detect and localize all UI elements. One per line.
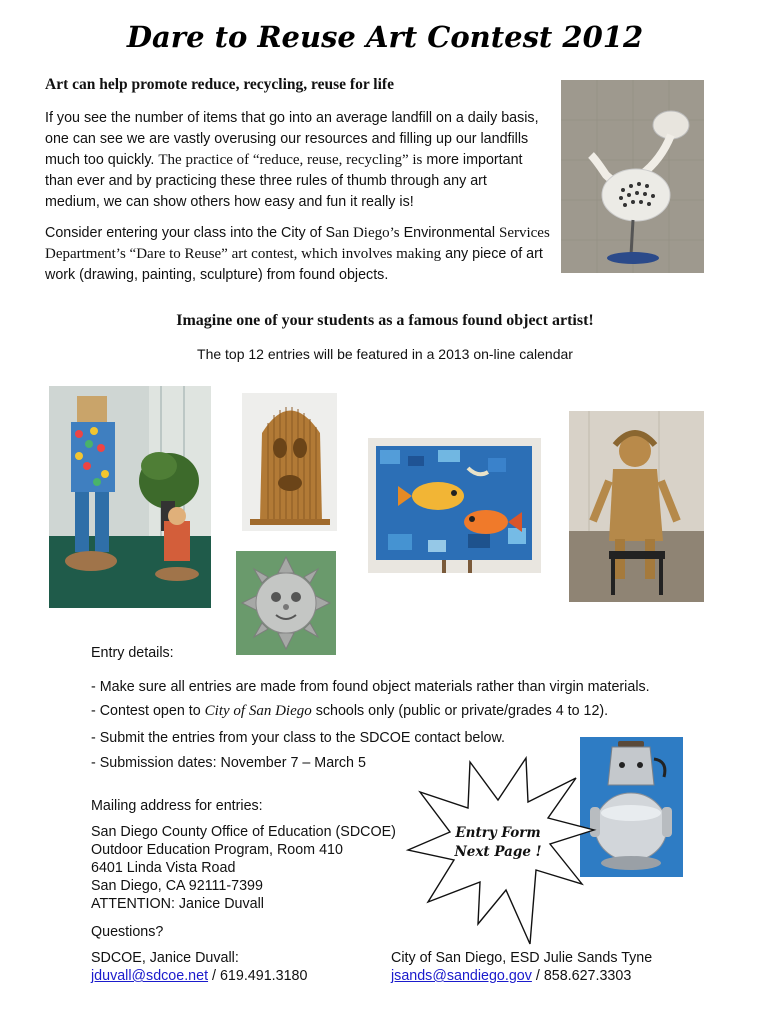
consider-text-3: Environmental xyxy=(399,225,499,241)
city-email-link[interactable]: jsands@sandiego.gov xyxy=(391,968,532,984)
subheading: Art can help promote reduce, recycling, reuse for life xyxy=(45,76,394,93)
eligibility-text-1: - Contest open to xyxy=(91,703,205,719)
fish-mosaic-image xyxy=(368,438,541,573)
starburst-line-1: Entry Form xyxy=(455,825,541,841)
mailing-line-1: San Diego County Office of Education (SDCOE) xyxy=(91,824,396,840)
page-title: Dare to Reuse Art Contest 2012 xyxy=(126,20,644,54)
photo-wooden-panel xyxy=(242,393,337,531)
city-contact xyxy=(391,968,631,984)
sdcoe-contact-name: SDCOE, Janice Duvall: xyxy=(91,950,239,966)
entry-form-starburst[interactable] xyxy=(398,752,598,952)
photo-bottlecap-figure xyxy=(49,386,211,608)
consider-paragraph xyxy=(45,223,550,286)
mailing-address xyxy=(91,823,396,913)
photo-metal-sun xyxy=(236,551,336,655)
consider-text-2: an Diego’s xyxy=(335,225,400,241)
entry-bullet-dates: - Submission dates: November 7 – March 5 xyxy=(91,755,366,771)
mailing-heading: Mailing address for entries: xyxy=(91,798,263,814)
intro-text-3: more important than ever and by practicing these three rules of thumb through any art medium, we can show others how easy and fun it really is! xyxy=(45,152,523,210)
consider-text-4: Services Department’s “Dare to Reuse” art contest, which involves making xyxy=(45,225,550,262)
mailing-line-2: Outdoor Education Program, Room 410 xyxy=(91,842,343,858)
entry-bullet-eligibility xyxy=(91,703,608,720)
sdcoe-contact xyxy=(91,968,307,984)
mailing-line-4: San Diego, CA 92111-7399 xyxy=(91,878,263,894)
city-contact-name: City of San Diego, ESD Julie Sands Tyne xyxy=(391,950,653,966)
eligibility-city: City of San Diego xyxy=(204,703,312,719)
sdcoe-phone: / 619.491.3180 xyxy=(208,968,308,984)
mailing-line-5: ATTENTION: Janice Duvall xyxy=(91,896,264,912)
mailing-line-3: 6401 Linda Vista Road xyxy=(91,860,236,876)
entry-bullet-submit: - Submit the entries from your class to the SDCOE contact below. xyxy=(91,730,505,746)
intro-paragraph xyxy=(45,108,545,213)
photo-flamingo-sculpture xyxy=(561,80,704,273)
photo-fish-mosaic xyxy=(368,438,541,573)
photo-cardboard-figure xyxy=(569,411,704,602)
cardboard-figure-image xyxy=(569,411,704,602)
imagine-heading: Imagine one of your students as a famous found object artist! xyxy=(176,312,594,329)
intro-text-1: If you see the number of items that go into an average landfill on a daily basis, one can see we are vastly overusing our resources and filling up our landfills much too quickly. xyxy=(45,110,539,168)
city-phone: / 858.627.3303 xyxy=(531,968,632,984)
questions-heading: Questions? xyxy=(91,924,164,940)
metal-sun-image xyxy=(236,551,336,655)
starburst-text xyxy=(398,824,598,862)
consider-text-5: any piece of art work (drawing, painting, sculpture) from found objects. xyxy=(45,246,543,283)
entry-details-heading: Entry details: xyxy=(91,645,174,661)
eligibility-text-2: schools only (public or private/grades 4 to 12). xyxy=(311,703,609,719)
bottlecap-figure-image xyxy=(49,386,211,608)
flamingo-sculpture-image xyxy=(561,80,704,273)
wooden-panel-image xyxy=(242,393,337,531)
consider-text-1: Consider entering your class into the City of S xyxy=(45,225,336,241)
entry-bullet-materials: - Make sure all entries are made from found object materials rather than virgin materials. xyxy=(91,679,650,695)
intro-text-2: The practice of “reduce, reuse, recycling” is xyxy=(158,152,423,168)
sdcoe-email-link[interactable]: jduvall@sdcoe.net xyxy=(91,968,209,984)
calendar-note: The top 12 entries will be featured in a 2013 on-line calendar xyxy=(197,346,573,362)
starburst-line-2: Next Page ! xyxy=(454,844,542,860)
